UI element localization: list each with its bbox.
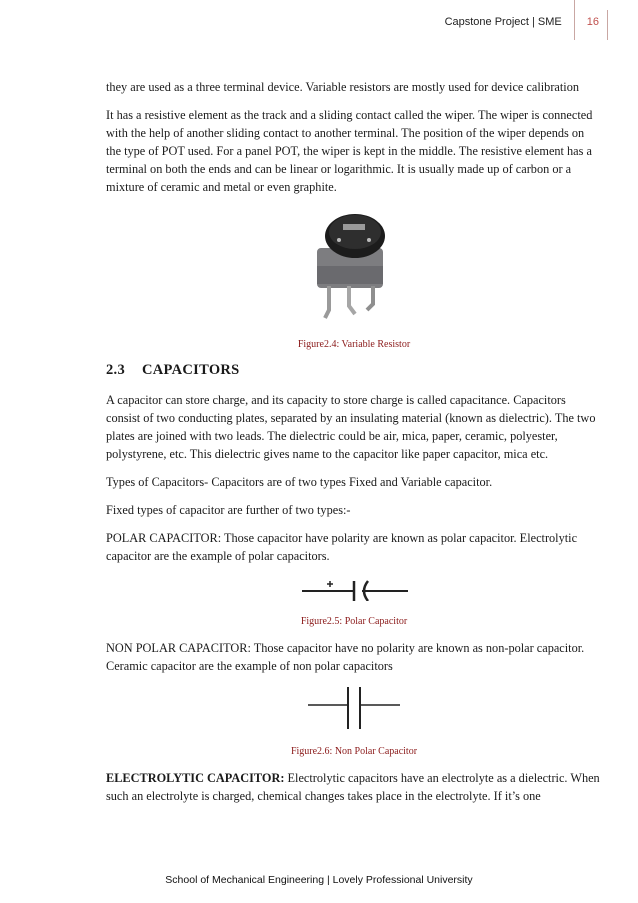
header-title: Capstone Project | SME (444, 16, 562, 28)
paragraph-1: they are used as a three terminal device. Variable resistors are mostly used for device calibration (106, 80, 580, 94)
variable-resistor-image (299, 206, 409, 324)
page-footer: School of Mechanical Engineering | Lovely Professional University (165, 874, 473, 886)
paragraph-8 (106, 769, 602, 805)
figure-2-4-caption: Figure2.4: Variable Resistor (297, 339, 411, 350)
figure-polar-capacitor (106, 575, 602, 606)
paragraph-6: POLAR CAPACITOR: Those capacitor have polarity are known as polar capacitor. Electrolytic capacitor are the example of polar capacitors. (106, 531, 578, 563)
paragraph-4: Types of Capacitors- Capacitors are of two types Fixed and Variable capacitor. (106, 475, 493, 489)
paragraph-5: Fixed types of capacitor are further of two types:- (106, 503, 351, 517)
page-header (445, 0, 608, 40)
paragraph-7: NON POLAR CAPACITOR: Those capacitor have no polarity are known as non-polar capacitor. Ceramic capacitor are the example of non polar capacitors (106, 641, 585, 673)
figure-2-5-caption: Figure2.5: Polar Capacitor (300, 616, 408, 627)
figure-variable-resistor (106, 206, 602, 329)
paragraph-8-text: Electrolytic capacitors have an electrolyte as a dielectric. When such an electrolyte is charged, chemical changes takes place in the electrolyte. If it’s one (106, 771, 600, 803)
section-number: 2.3 (106, 362, 126, 378)
electrolytic-lead: ELECTROLYTIC CAPACITOR: (106, 771, 285, 785)
paragraph-2: It has a resistive element as the track and a sliding contact called the wiper. The wiper is connected with the help of another sliding contact to another terminal. The position of the wiper depends on the type of POT used. For a panel POT, the wiper is kept in the middle. The resistive element has a terminal on both the ends and can be linear or logarithmic. It is usually made up of carbon or a mixture of ceramic and metal or even graphite. (106, 108, 593, 194)
header-divider-right (607, 10, 608, 40)
page-content (106, 78, 602, 815)
polar-capacitor-symbol (294, 575, 414, 601)
figure-2-6-caption: Figure2.6: Non Polar Capacitor (290, 746, 418, 757)
figure-non-polar-capacitor (106, 685, 602, 736)
section-heading (106, 362, 602, 379)
section-title: CAPACITORS (142, 362, 240, 378)
page-number: 16 (586, 16, 599, 28)
paragraph-3: A capacitor can store charge, and its capacity to store charge is called capacitance. Capacitors consist of two conducting plates, separated by an insulating material (known as dielectric). The two plates are joined with two leads. The dielectric could be air, mica, paper, ceramic, polyester, polystyrene, etc. This dielectric gives name to the capacitor like paper capacitor, mica etc. (106, 393, 596, 461)
non-polar-capacitor-symbol (304, 685, 404, 731)
